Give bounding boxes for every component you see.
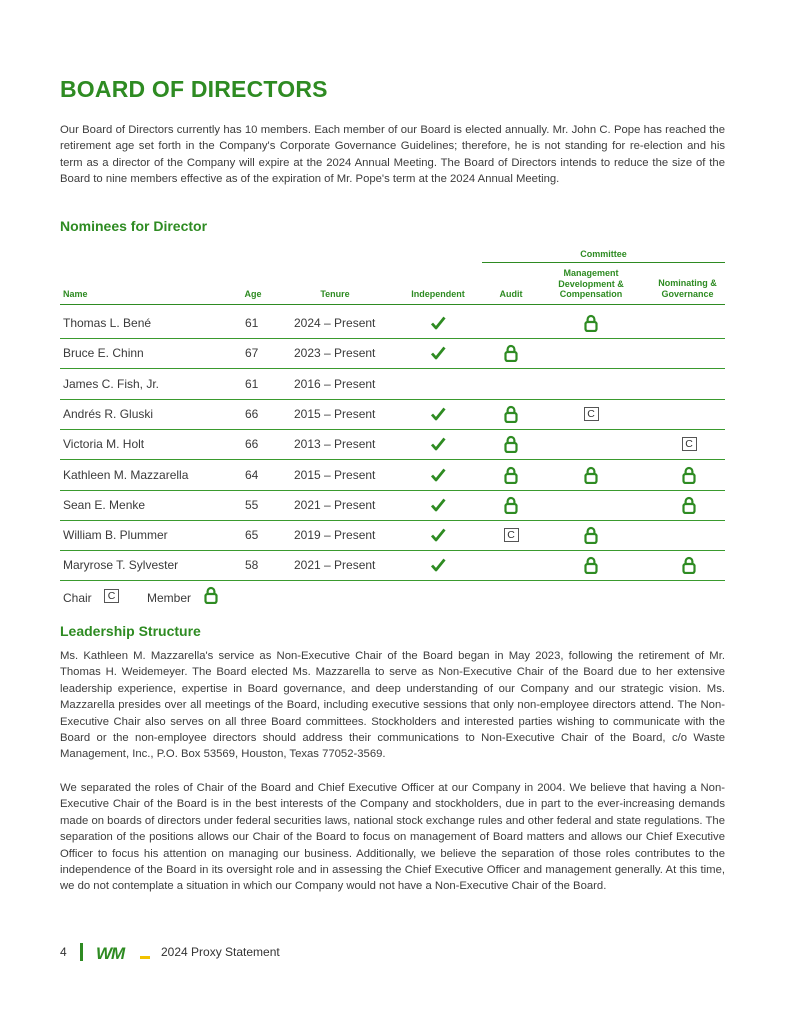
check-icon [430,315,446,331]
mdc-cell [581,550,601,580]
director-name: Thomas L. Bené [63,316,152,330]
check-icon [430,527,446,543]
audit-cell [501,338,521,368]
independent-cell [428,308,448,338]
table-row [60,490,725,521]
column-header-independent: Independent [411,289,465,299]
mdc-cell [581,369,601,399]
director-age: 67 [245,346,259,361]
director-name: Andrés R. Gluski [63,406,154,421]
table-row [60,338,725,369]
mdc-cell [581,399,601,429]
table-row [60,520,725,551]
mdc-cell [581,338,601,368]
table-row [60,369,725,400]
independent-cell [428,338,448,368]
audit-cell [501,520,521,550]
director-tenure: 2024 – Present [294,316,376,330]
independent-cell [428,399,448,429]
nominating-cell [679,550,699,580]
member-lock-icon [504,496,518,514]
member-lock-icon [204,586,218,604]
member-lock-icon [682,466,696,484]
legend-chair-label: Chair [63,591,92,605]
audit-cell [501,550,521,580]
member-lock-icon [504,435,518,453]
nominating-cell [679,460,699,490]
nominating-cell [679,520,699,550]
director-tenure: 2015 – Present [294,406,376,421]
independent-cell [428,429,448,459]
leadership-paragraph-2: We separated the roles of Chair of the Board and Chief Executive Officer at our Company in 2004. We believe that having a Non-Executive Chair of the Board is in the best interests of the Company and stockholders, due in part to the ever-increasing demands made on boards of directors under federal securities laws, national stock exchange rules and other federal and state regulations. The separation of the positions allows our Chair of the Board to focus on management of Board matters and allows our Chief Executive Officer to focus his attention on managing our business. Additionally, we believe the separation of those roles contributes to the independence of the Board in its oversight role and in assessing the Chief Executive Officer and management generally. At this time, we do not contemplate a situation in which our Company would not have a Non-Executive Chair of the Board. [60,782,725,893]
director-tenure: 2013 – Present [294,437,376,452]
director-name: Victoria M. Holt [63,437,145,452]
member-lock-icon [584,556,598,574]
column-header-audit: Audit [499,289,523,299]
mdc-cell [581,490,601,520]
column-header-age: Age [244,289,262,299]
wm-logo-text: WM [96,945,125,961]
member-lock-icon [504,466,518,484]
nominating-cell [679,429,699,459]
check-icon [430,406,446,422]
director-name: William B. Plummer [63,528,168,543]
table-row [60,460,725,491]
nominating-cell [679,308,699,338]
director-name: Sean E. Menke [63,497,146,512]
director-age: 66 [245,437,259,452]
director-tenure: 2021 – Present [294,558,376,573]
audit-cell [501,429,521,459]
director-age: 55 [245,497,259,512]
nominating-cell [679,338,699,368]
director-tenure: 2021 – Present [294,497,376,512]
audit-cell [501,460,521,490]
audit-cell [501,308,521,338]
director-age: 66 [245,406,259,421]
independent-cell [428,520,448,550]
intro-paragraph: Our Board of Directors currently has 10 members. Each member of our Board is elected annually. Mr. John C. Pope has reached the retirement age set forth in the Company's Corporate Governance Guidelines; therefore, he is not standing for re-election and his term as a director of the Company will expire at the 2024 Annual Meeting. The Board of Directors intends to reduce the size of the Board to nine members effective as of the expiration of Mr. Pope's term at the 2024 Annual Meeting. [60,124,725,186]
column-header-tenure: Tenure [320,289,350,299]
legend-member-label: Member [147,591,192,605]
column-header-nominating: Nominating & Governance [658,278,717,299]
table-row [60,429,725,460]
director-age: 61 [245,376,259,391]
committee-divider [482,262,725,263]
footer-text: 2024 Proxy Statement [161,945,280,959]
mdc-cell [581,520,601,550]
director-name: Kathleen M. Mazzarella [63,467,189,482]
member-lock-icon [584,314,598,332]
director-tenure: 2015 – Present [294,467,376,482]
column-header-mdc: Management Development & Compensation [558,268,624,299]
check-icon [430,436,446,452]
nominating-cell [679,369,699,399]
wm-logo [96,945,152,964]
footer-divider [80,943,83,961]
chair-box-icon: C [104,589,119,603]
table-row [60,550,725,581]
wm-logo-accent [140,956,150,959]
page-title: BOARD OF DIRECTORS [60,76,328,102]
director-name: Bruce E. Chinn [63,346,144,361]
member-lock-icon [584,466,598,484]
check-icon [430,345,446,361]
nominees-table [60,247,725,577]
leadership-heading: Leadership Structure [60,623,201,639]
committee-header: Committee [580,249,627,259]
mdc-cell [581,429,601,459]
director-age: 61 [245,316,259,330]
director-tenure: 2023 – Present [294,346,376,361]
independent-cell [428,550,448,580]
independent-cell [428,490,448,520]
chair-box-icon: C [584,407,599,421]
header-divider [60,304,725,305]
mdc-cell [581,460,601,490]
director-age: 64 [245,467,259,482]
nominees-heading: Nominees for Director [60,218,208,234]
member-lock-icon [504,405,518,423]
member-lock-icon [682,556,696,574]
audit-cell [501,490,521,520]
column-header-name: Name [63,289,88,299]
page-number: 4 [60,945,67,959]
check-icon [430,557,446,573]
chair-box-icon: C [504,528,519,542]
audit-cell [501,399,521,429]
director-tenure: 2016 – Present [294,376,376,391]
audit-cell [501,369,521,399]
director-age: 65 [245,528,259,543]
member-lock-icon [204,586,218,607]
nominating-cell [679,490,699,520]
member-lock-icon [504,344,518,362]
director-name: James C. Fish, Jr. [63,376,160,391]
independent-cell [428,369,448,399]
chair-box-icon: C [682,437,697,451]
independent-cell [428,460,448,490]
leadership-paragraph-1: Ms. Kathleen M. Mazzarella's service as Non-Executive Chair of the Board began in May 2023, following the retirement of Mr. Thomas H. Weidemeyer. The Board elected Ms. Mazzarella to serve as Non-Executive Chair of the Board due to her extensive leadership experience, expertise in Board governance, and deep understanding of our Company and our strategic vision. Ms. Mazzarella presides over all meetings of the Board, including executive sessions that only non-employee directors attend. The Non-Executive Chair also serves on all three Board committees. Stockholders and interested parties wishing to communicate with the Board or the non-employee directors should address their communications to Non-Executive Chair of the Board, c/o Waste Management, Inc., P.O. Box 53569, Houston, Texas 77052-3569. [60,650,725,761]
director-age: 58 [245,558,259,573]
member-lock-icon [584,526,598,544]
member-lock-icon [682,496,696,514]
table-row [60,308,725,339]
mdc-cell [581,308,601,338]
nominating-cell [679,399,699,429]
table-row [60,399,725,430]
director-name: Maryrose T. Sylvester [63,558,179,573]
director-tenure: 2019 – Present [294,528,376,543]
check-icon [430,497,446,513]
check-icon [430,467,446,483]
